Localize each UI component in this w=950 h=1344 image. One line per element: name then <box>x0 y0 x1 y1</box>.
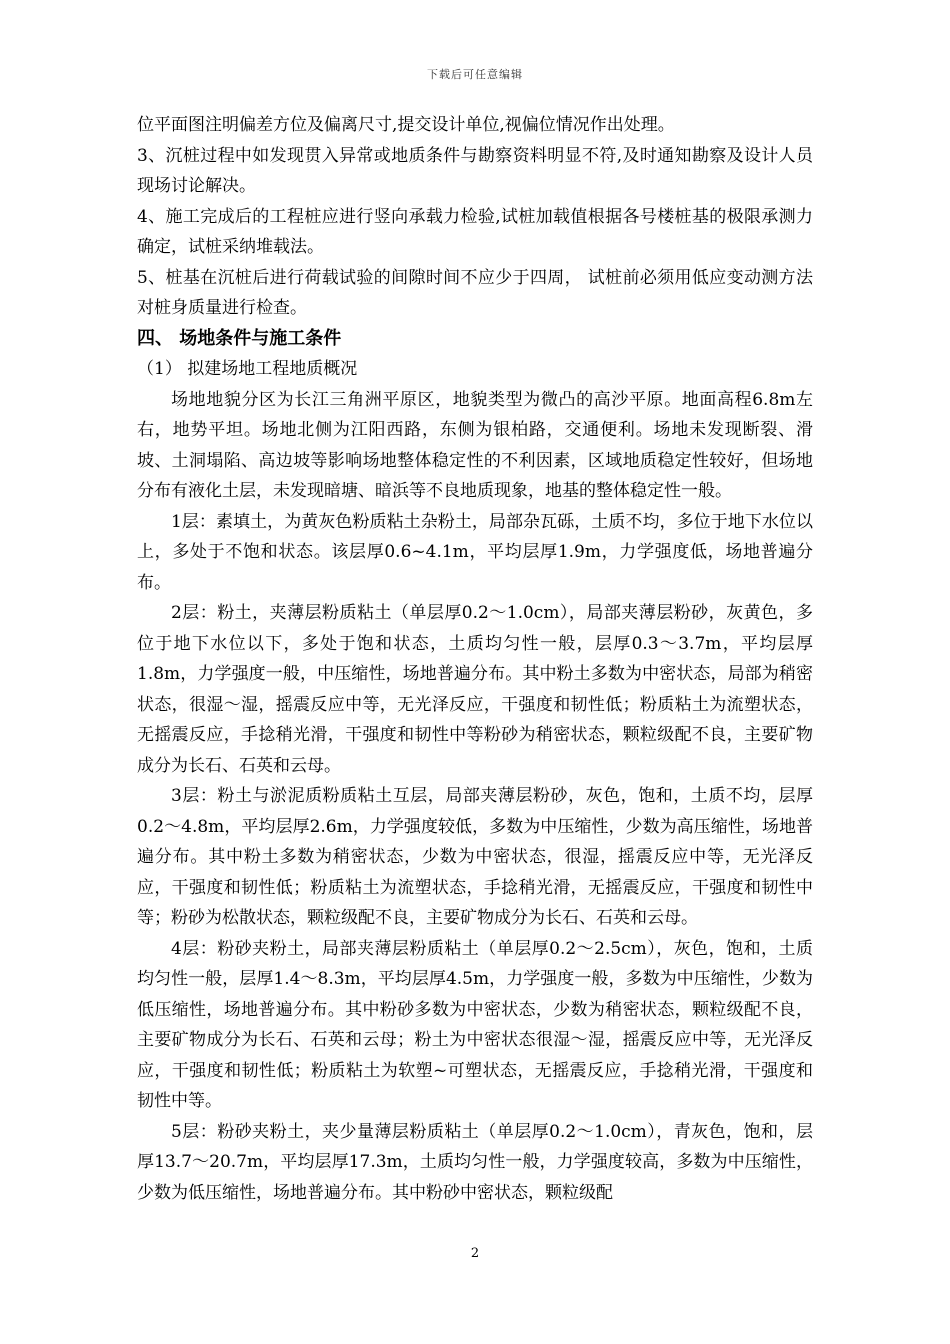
subsection-heading: （1） 拟建场地工程地质概况 <box>137 359 358 379</box>
paragraph-layer-4: 4层：粉砂夹粉土，局部夹薄层粉质粘土（单层厚0.2～2.5cm），灰色，饱和，土质均匀性一般，层厚1.4～8.3m，平均层厚4.5m，力学强度一般，多数为中压缩性，少数为低压缩性，场地普遍分布。其中粉砂多数为中密状态，少数为稍密状态，颗粒级配不良，主要矿物成分为长石、石英和云母；粉土为中密状态很湿～湿，摇震反应中等，无光泽反应，干强度和韧性低；粉质粘土为软塑~可塑状态，无摇震反应，手捻稍光滑，干强度和韧性中等。 <box>137 938 813 1111</box>
document-body <box>137 110 813 1208</box>
paragraph-layer-3: 3层：粉土与淤泥质粉质粘土互层，局部夹薄层粉砂，灰色，饱和，土质不均，层厚0.2～4.8m，平均层厚2.6m，力学强度较低，多数为中压缩性，少数为高压缩性，场地普遍分布。其中粉土多数为稍密状态，少数为中密状态，很湿，摇震反应中等，无光泽反应，干强度和韧性低；粉质粘土为流塑状态，手捻稍光滑，无摇震反应，干强度和韧性中等；粉砂为松散状态，颗粒级配不良，主要矿物成分为长石、石英和云母。 <box>137 786 813 928</box>
paragraph-continuation: 位平面图注明偏差方位及偏离尺寸,提交设计单位,视偏位情况作出处理。 <box>137 115 675 135</box>
page-number: 2 <box>470 1246 480 1261</box>
paragraph-site-overview: 场地地貌分区为长江三角洲平原区，地貌类型为微凸的高沙平原。地面高程6.8m左右，地势平坦。场地北侧为江阳西路，东侧为银柏路，交通便利。场地未发现断裂、滑坡、土洞塌陷、高边坡等影响场地整体稳定性的不利因素，区域地质稳定性较好，但场地分布有液化土层，未发现暗塘、暗浜等不良地质现象，地基的整体稳定性一般。 <box>137 389 813 501</box>
section-heading: 四、 场地条件与施工条件 <box>137 327 342 349</box>
paragraph-item-5: 5、桩基在沉桩后进行荷载试验的间隙时间不应少于四周， 试桩前必须用低应变动测方法对桩身质量进行检查。 <box>137 267 813 318</box>
page-header: 下载后可任意编辑 <box>427 68 523 81</box>
paragraph-item-3: 3、沉桩过程中如发现贯入异常或地质条件与勘察资料明显不符,及时通知勘察及设计人员现场讨论解决。 <box>137 145 813 196</box>
paragraph-item-4: 4、施工完成后的工程桩应进行竖向承载力检验,试桩加载值根据各号楼桩基的极限承测力确定，试桩采纳堆载法。 <box>137 206 813 257</box>
paragraph-layer-5: 5层：粉砂夹粉土，夹少量薄层粉质粘土（单层厚0.2～1.0cm），青灰色，饱和，层厚13.7～20.7m，平均层厚17.3m，土质均匀性一般，力学强度较高，多数为中压缩性，少数为低压缩性，场地普遍分布。其中粉砂中密状态，颗粒级配 <box>137 1121 813 1203</box>
paragraph-layer-2: 2层：粉土，夹薄层粉质粘土（单层厚0.2～1.0cm），局部夹薄层粉砂，灰黄色，多位于地下水位以下，多处于饱和状态，土质均匀性一般，层厚0.3～3.7m，平均层厚1.8m，力学强度一般，中压缩性，场地普遍分布。其中粉土多数为中密状态，局部为稍密状态，很湿～湿，摇震反应中等，无光泽反应，干强度和韧性低；粉质粘土为流塑状态，无摇震反应，手捻稍光滑，干强度和韧性中等粉砂为稍密状态，颗粒级配不良，主要矿物成分为长石、石英和云母。 <box>137 603 813 776</box>
paragraph-layer-1: 1层：素填土，为黄灰色粉质粘土杂粉土，局部杂瓦砾，土质不均，多位于地下水位以上，多处于不饱和状态。该层厚0.6~4.1m，平均层厚1.9m，力学强度低，场地普遍分布。 <box>137 511 813 593</box>
